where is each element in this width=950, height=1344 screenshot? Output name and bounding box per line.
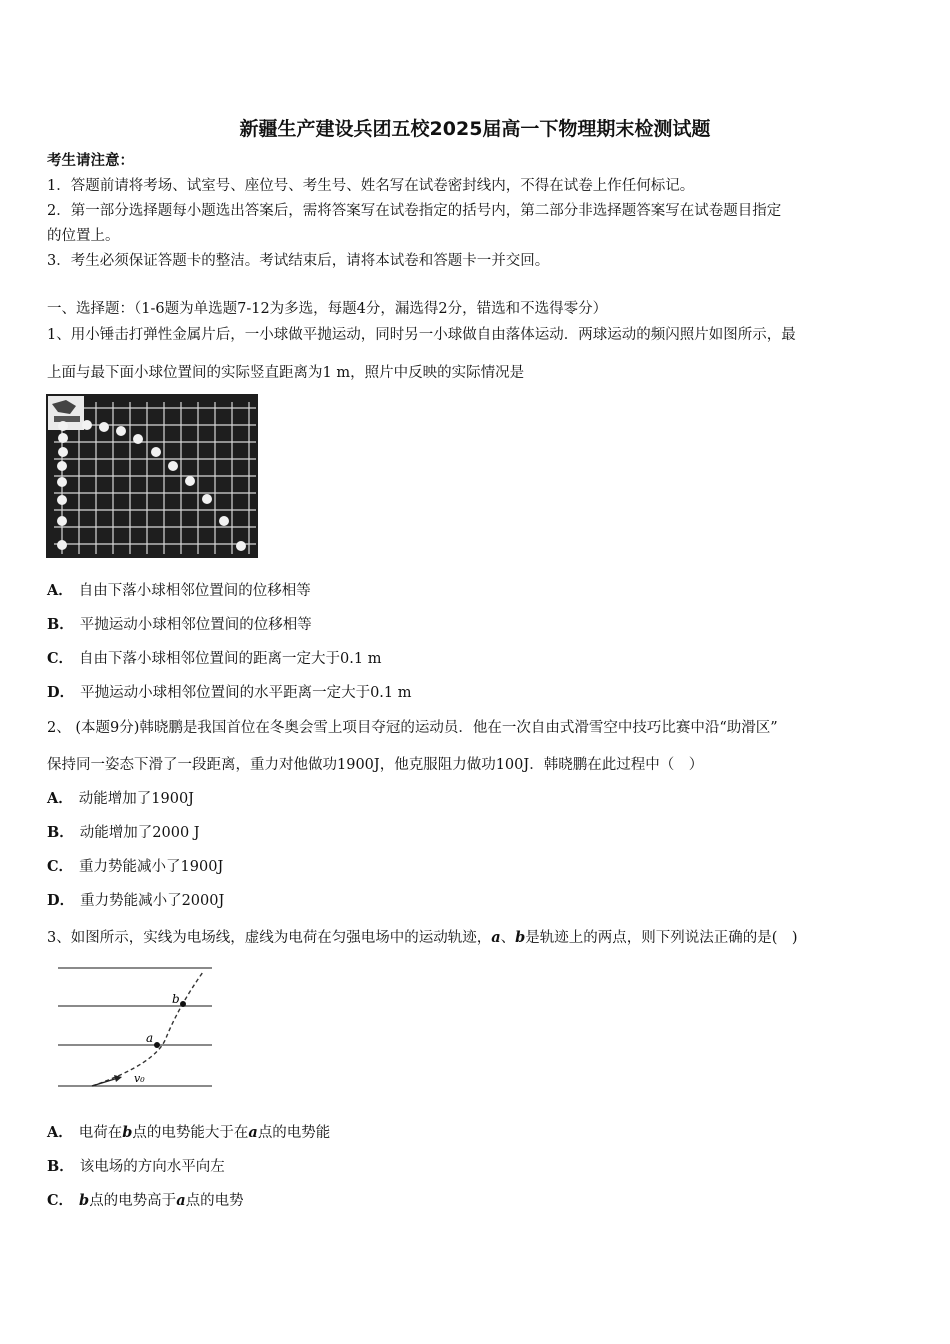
q2-option-c: C． 重力势能减小了1900J [47,858,224,875]
velocity-arrow [92,1078,118,1086]
q1-stem-line2: 上面与最下面小球位置间的实际竖直距离为1 m，照片中反映的实际情况是 [47,365,525,381]
point-b [180,1001,186,1007]
q1-stem-line1: 1、用小锤击打弹性金属片后，一小球做平抛运动，同时另一小球做自由落体运动．两球运动的频闪照片如图所示，最 [47,327,796,343]
q3-stem: 3、如图所示，实线为电场线，虚线为电荷在匀强电场中的运动轨迹，a、b是轨迹上的两点，则下列说法正确的是( ) [47,929,798,946]
strobe-photo-figure [46,394,258,558]
electric-field-figure [46,958,216,1096]
point-a [154,1042,160,1048]
q2-stem-line2: 保持同一姿态下滑了一段距离，重力对他做功1900J，他克服阻力做功100J．韩晓鹏在此过程中（ ） [47,757,704,773]
q2-stem-line1: 2、 (本题9分)韩晓鹏是我国首位在冬奥会雪上项目夺冠的运动员．他在一次自由式滑雪空中技巧比赛中沿“助滑区” [47,720,778,736]
notice-item-2: 2．第一部分选择题每小题选出答案后，需将答案写在试卷指定的括号内，第二部分非选择题答案写在试卷题目指定 [47,203,782,219]
q2-option-a: A． 动能增加了1900J [47,790,194,807]
notice-item-1: 1．答题前请将考场、试室号、座位号、考生号、姓名写在试卷密封线内，不得在试卷上作任何标记。 [47,178,695,194]
label-a: a [146,1031,154,1045]
q3-option-a: A． 电荷在b点的电势能大于在a点的电势能 [47,1124,331,1141]
notice-heading: 考生请注意： [47,152,134,169]
q3-option-c: C． b点的电势高于a点的电势 [47,1192,244,1209]
q3-option-b: B． 该电场的方向水平向左 [47,1158,225,1175]
q1-option-b: B． 平抛运动小球相邻位置间的位移相等 [47,616,312,633]
label-v0: v₀ [134,1072,145,1085]
q2-option-d: D． 重力势能减小了2000J [47,892,225,909]
label-b: b [172,992,180,1006]
trajectory-curve [92,972,203,1086]
notice-item-3: 3．考生必须保证答题卡的整洁。考试结束后，请将本试卷和答题卡一并交回。 [47,253,550,269]
velocity-arrow-head [114,1075,122,1082]
q1-option-c: C． 自由下落小球相邻位置间的距离一定大于0.1 m [47,650,382,667]
page-title: 新疆生产建设兵团五校2025届高一下物理期末检测试题 [239,118,711,140]
q1-option-d: D． 平抛运动小球相邻位置间的水平距离一定大于0.1 m [47,684,412,701]
q1-option-a: A． 自由下落小球相邻位置间的位移相等 [47,582,311,599]
section-heading: 一、选择题：（1-6题为单选题7-12为多选，每题4分，漏选得2分，错选和不选得零分） [47,301,608,317]
notice-item-2-cont: 的位置上。 [47,228,120,244]
q2-option-b: B． 动能增加了2000 J [47,824,200,841]
